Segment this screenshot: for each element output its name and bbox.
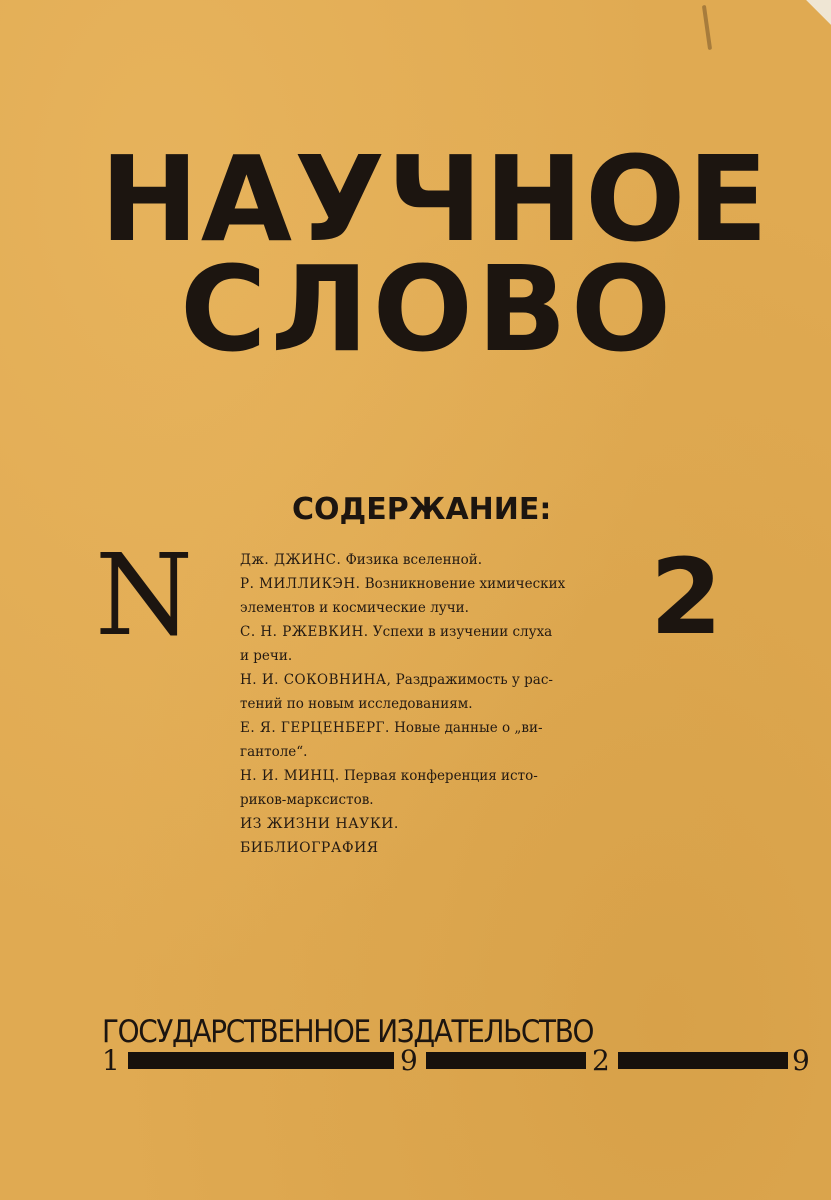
year-bar — [426, 1052, 586, 1069]
toc-author: Н. И. СОКОВНИНА, — [240, 672, 392, 688]
year-bar — [128, 1052, 394, 1069]
issue-number-sign: N — [95, 531, 193, 661]
publication-year — [102, 1044, 810, 1077]
torn-corner — [791, 0, 831, 30]
year-digit: 2 — [592, 1044, 610, 1077]
year-digit: 9 — [792, 1044, 810, 1077]
toc-title: Успехи в изучении слуха — [368, 624, 553, 640]
year-digit: 1 — [102, 1044, 120, 1077]
contents-heading: СОДЕРЖАНИЕ: — [292, 492, 552, 527]
toc-entry — [240, 572, 585, 620]
toc-entry — [240, 764, 585, 812]
toc-title: Первая конференция исто- — [339, 768, 538, 784]
toc-entry — [240, 716, 585, 764]
toc-title-continuation: элементов и космические лучи. — [240, 600, 469, 616]
toc-entry — [240, 620, 585, 668]
toc-author: Е. Я. ГЕРЦЕНБЕРГ. — [240, 720, 390, 736]
toc-entry — [240, 548, 585, 572]
toc-title-continuation: и речи. — [240, 648, 293, 664]
toc-title-continuation: гантоле“. — [240, 744, 308, 760]
toc-entry — [240, 668, 585, 716]
toc-section-bibliography: БИБЛИОГРАФИЯ — [240, 840, 379, 856]
toc-title: Физика вселенной. — [341, 552, 483, 568]
publisher-name: ГОСУДАРСТВЕННОЕ ИЗДАТЕЛЬСТВО — [102, 1014, 594, 1050]
table-of-contents — [240, 548, 585, 860]
toc-title: Новые данные о „ви- — [389, 720, 543, 736]
toc-title: Возникновение химических — [360, 576, 566, 592]
toc-author: Дж. ДЖИНС. — [240, 552, 342, 568]
year-bar — [618, 1052, 788, 1069]
toc-author: С. Н. РЖЕВКИН. — [240, 624, 369, 640]
issue-number: 2 — [650, 536, 723, 658]
toc-title-continuation: тений по новым исследованиям. — [240, 696, 473, 712]
toc-title: Раздражимость у рас- — [391, 672, 553, 688]
toc-title-continuation: риков-марксистов. — [240, 792, 374, 808]
paper-crease — [702, 5, 712, 50]
title-line-1: НАУЧНОЕ — [100, 130, 771, 268]
toc-author: Р. МИЛЛИКЭН. — [240, 576, 361, 592]
title-line-2: СЛОВО — [180, 240, 676, 378]
toc-author: Н. И. МИНЦ. — [240, 768, 340, 784]
year-digit: 9 — [400, 1044, 418, 1077]
toc-section-news: ИЗ ЖИЗНИ НАУКИ. — [240, 816, 399, 832]
